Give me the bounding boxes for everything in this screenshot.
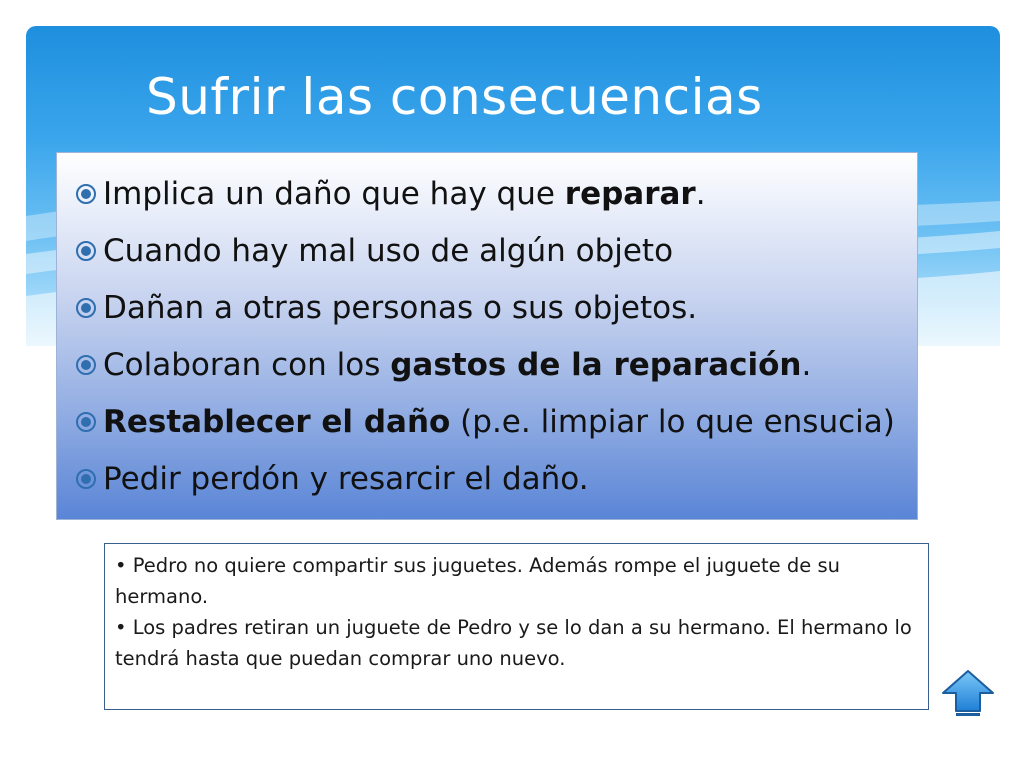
bullet-text-pre: Implica un daño que hay que [103, 175, 565, 212]
example-line: • Pedro no quiere compartir sus juguetes. Además rompe el juguete de su hermano. [115, 554, 840, 608]
bullet-text-bold: Restablecer el daño [103, 403, 451, 440]
bullet-text [103, 233, 673, 269]
bullet-text [103, 176, 706, 212]
bullet-text-post: . [801, 346, 812, 383]
bullet-text-bold: reparar [564, 175, 696, 212]
example-text-box [104, 543, 929, 710]
bullet-text-pre: Dañan a otras personas o sus objetos. [103, 289, 698, 326]
example-line: • Los padres retiran un juguete de Pedro y se lo dan a su hermano. El hermano lo tendrá hasta que puedan comprar uno nuevo. [115, 616, 912, 670]
circled-dot-icon [75, 468, 97, 490]
circled-dot-icon [75, 354, 97, 376]
bullet-text [103, 290, 697, 326]
bullet-text-pre: Cuando hay mal uso de algún objeto [103, 232, 674, 269]
circled-dot-icon [75, 297, 97, 319]
bullet-text [103, 404, 895, 440]
bullet-item [75, 222, 917, 279]
bullet-item [75, 165, 917, 222]
circled-dot-icon [75, 240, 97, 262]
up-arrow-nav-button[interactable] [940, 668, 996, 718]
bullet-box [56, 152, 918, 520]
circled-dot-icon [75, 411, 97, 433]
circled-dot-icon [75, 183, 97, 205]
bullet-text-bold: gastos de la reparación [390, 346, 802, 383]
bullet-text-post: (p.e. limpiar lo que ensucia) [450, 403, 895, 440]
bullet-text-pre: Colaboran con los [103, 346, 391, 383]
up-arrow-icon [940, 668, 996, 718]
bullet-text-post: . [695, 175, 706, 212]
bullet-item [75, 393, 917, 450]
bullet-item [75, 279, 917, 336]
bullet-text [103, 461, 589, 497]
bullet-text [103, 347, 811, 383]
bullet-item [75, 336, 917, 393]
slide-title: Sufrir las consecuencias [146, 68, 763, 126]
bullet-list [57, 153, 917, 507]
bullet-text-pre: Pedir perdón y resarcir el daño. [103, 460, 589, 497]
bullet-item [75, 450, 917, 507]
